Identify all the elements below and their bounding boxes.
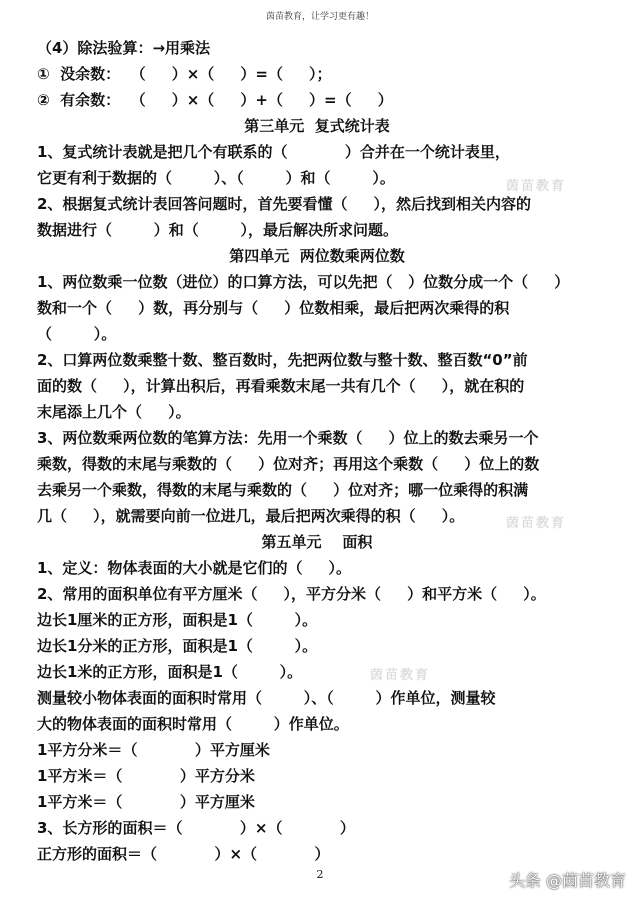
brand-watermark: 头条 @茵苗教育 (508, 871, 626, 890)
unit-conversion-line: 1平方米＝（ ）平方厘米 (37, 793, 255, 811)
watermark: 茵苗教育 (506, 179, 567, 194)
text-line: 边长1分米的正方形，面积是1（ ）。 (37, 637, 318, 655)
text-line: 1、两位数乘一位数（进位）的口算方法，可以先把（ ）位数分成一个（ ） (37, 273, 570, 291)
division-check-line: （4）除法验算：→用乘法 (37, 39, 211, 57)
page-number: 2 (316, 868, 324, 881)
text-line: （ ）。 (37, 325, 117, 343)
page-header: 茵苗教育，让学习更有趣！ (265, 12, 374, 22)
text-line: 末尾添上几个（ ）。 (37, 403, 191, 421)
no-remainder-formula: ① 没余数： （ ）×（ ）=（ ）； (37, 65, 332, 83)
text-line: 边长1厘米的正方形，面积是1（ ）。 (37, 611, 318, 629)
text-line: 它更有利于数据的（ ）、（ ）和（ ）。 (37, 169, 395, 187)
text-line: 几（ ），就需要向前一位进几，最后把两次乘得的积（ ）。 (37, 507, 465, 525)
text-line: 乘数，得数的末尾与乘数的（ ）位对齐；再用这个乘数（ ）位上的数 (37, 455, 540, 473)
rectangle-area-formula: 3、长方形的面积＝（ ）×（ ） (37, 819, 355, 837)
text-line: 数和一个（ ）数，再分别与（ ）位数相乘，最后把两次乘得的积 (37, 299, 510, 317)
text-line: 边长1米的正方形，面积是1（ ）。 (37, 663, 303, 681)
text-line: 面的数（ ），计算出积后，再看乘数末尾一共有几个（ ），就在积的 (37, 377, 525, 395)
watermark: 茵苗教育 (506, 516, 567, 531)
unit-4-heading: 第四单元 两位数乘两位数 (229, 247, 405, 265)
document-body (37, 35, 617, 867)
text-line: 2、根据复式统计表回答问题时，首先要看懂（ ），然后找到相关内容的 (37, 195, 532, 213)
remainder-formula: ② 有余数： （ ）×（ ）+（ ）=（ ） (37, 91, 393, 109)
text-line: 1、定义：物体表面的大小就是它们的（ ）。 (37, 559, 352, 577)
text-line: 数据进行（ ）和（ ），最后解决所求问题。 (37, 221, 399, 239)
unit-5-heading: 第五单元 面积 (261, 533, 373, 551)
watermark: 茵苗教育 (370, 668, 431, 683)
text-line: 2、常用的面积单位有平方厘米（ ），平方分米（ ）和平方米（ ）。 (37, 585, 546, 603)
text-line: 测量较小物体表面的面积时常用（ ）、（ ）作单位，测量较 (37, 689, 496, 707)
text-line: 大的物体表面的面积时常用（ ）作单位。 (37, 715, 349, 733)
unit-conversion-line: 1平方分米＝（ ）平方厘米 (37, 741, 270, 759)
text-line: 3、两位数乘两位数的笔算方法：先用一个乘数（ ）位上的数去乘另一个 (37, 429, 539, 447)
unit-3-heading: 第三单元 复式统计表 (244, 117, 390, 135)
text-line: 1、复式统计表就是把几个有联系的（ ）合并在一个统计表里， (37, 143, 510, 161)
square-area-formula: 正方形的面积＝（ ）×（ ） (37, 845, 330, 863)
unit-conversion-line: 1平方米＝（ ）平方分米 (37, 767, 255, 785)
text-line: 去乘另一个乘数，得数的末尾与乘数的（ ）位对齐；哪一位乘得的积满 (37, 481, 529, 499)
text-line: 2、口算两位数乘整十数、整百数时，先把两位数与整十数、整百数“0”前 (37, 351, 528, 369)
